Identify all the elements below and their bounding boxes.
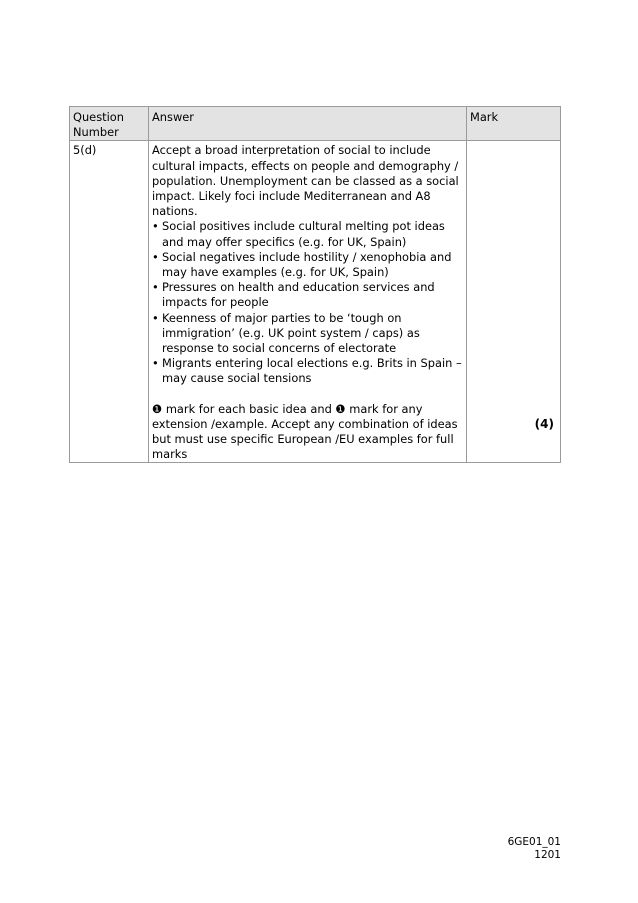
answer-intro: Accept a broad interpretation of social to include cultural impacts, effects on people and demography / population. Unemployment can be classed as a social impact. Likely foci include Mediterranean and A8 nations. xyxy=(152,143,459,219)
page-footer xyxy=(508,836,561,862)
answer-bullet: • Keenness of major parties to be ‘tough on immigration’ (e.g. UK point system / caps) as response to social concerns of electorate xyxy=(152,311,463,357)
answer-bullet: • Social positives include cultural melting pot ideas and may offer specifics (e.g. for UK, Spain) xyxy=(152,219,463,249)
answer-bullet: • Pressures on health and education services and impacts for people xyxy=(152,280,463,310)
paper-code: 6GE01_01 xyxy=(507,836,561,848)
spacer xyxy=(152,387,463,402)
answer-bullet: • Social negatives include hostility / xenophobia and may have examples (e.g. for UK, Spain) xyxy=(152,250,463,280)
answer-bullet: • Migrants entering local elections e.g. Brits in Spain – may cause social tensions xyxy=(152,356,463,386)
header-mark: Mark xyxy=(467,107,561,141)
marking-note: ❶ mark for each basic idea and ❶ mark for any extension /example. Accept any combination of ideas but must use specific European /EU examples for full marks xyxy=(152,401,458,462)
answer-bullet-list xyxy=(152,219,463,386)
session-code: 1201 xyxy=(534,849,561,861)
answer-cell xyxy=(149,141,467,463)
mark-cell xyxy=(467,141,561,463)
header-question-number: Question Number xyxy=(70,107,149,141)
header-answer: Answer xyxy=(149,107,467,141)
header-row xyxy=(70,107,561,141)
question-number: 5(d) xyxy=(70,141,149,463)
mark-scheme-table xyxy=(69,106,561,463)
mark-value: (4) xyxy=(534,417,554,432)
table-row xyxy=(70,141,561,463)
